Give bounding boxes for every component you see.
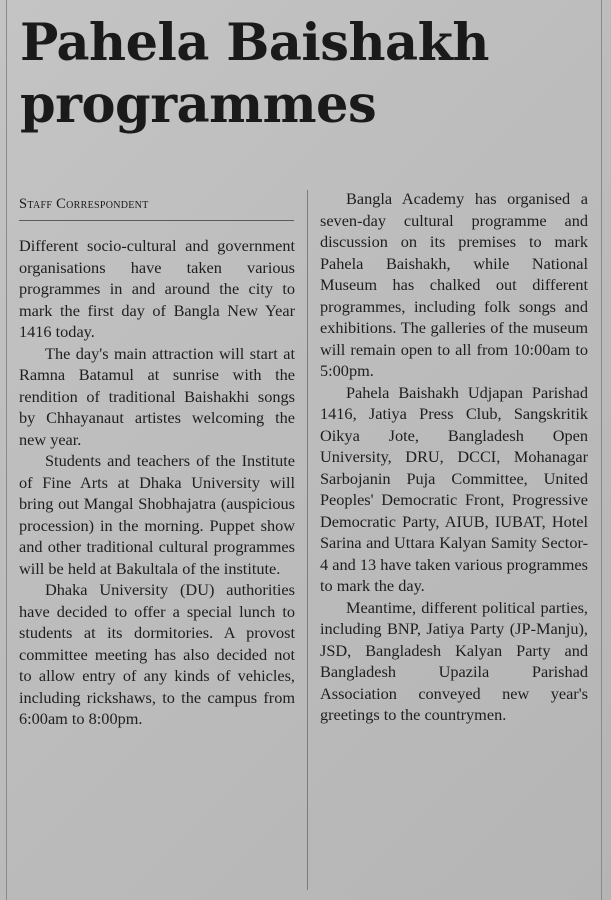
headline: Pahela Baishakh programmes (20, 13, 490, 135)
article-column-right (320, 188, 588, 726)
article-column-left (19, 235, 295, 730)
paragraph: Different socio-cultural and government organisations have taken various programmes in and around the city to mark the first day of Bangla New Year 1416 today. (19, 236, 295, 341)
paragraph: Students and teachers of the Institute of Fine Arts at Dhaka University will bring out Mangal Shobhajatra (auspicious procession) in the morning. Puppet show and other traditional cultural programmes will be held at Bakultala of the institute. (19, 451, 295, 578)
byline: Staff Correspondent (19, 194, 294, 221)
left-border-rule (6, 0, 7, 900)
paragraph: Dhaka University (DU) authorities have decided to offer a special lunch to students at its dormitories. A provost committee meeting has also decided not to allow entry of any kinds of vehicles, including rickshaws, to the campus from 6:00am to 8:00pm. (19, 580, 295, 728)
paragraph: Meantime, different political parties, including BNP, Jatiya Party (JP-Manju), JSD, Bangladesh Kalyan Party and Bangladesh Upazila Parishad Association conveyed new year's greetings to the countrymen. (320, 597, 588, 724)
paragraph: Bangla Academy has organised a seven-day cultural programme and discussion on its premises to mark Pahela Baishakh, while National Museum has chalked out different programmes, including folk songs and exhibitions. The galleries of the museum will remain open to all from 10:00am to 5:00pm. (320, 189, 588, 380)
paragraph: Pahela Baishakh Udjapan Parishad 1416, Jatiya Press Club, Sangskritik Oikya Jote, Bangladesh Open University, DRU, DCCI, Mohanagar Sarbojanin Puja Committee, United Peoples' Democratic Front, Progressive Democratic Party, AIUB, IUBAT, Hotel Sarina and Uttara Kalyan Samity Sector-4 and 13 have taken various programmes to mark the day. (320, 382, 588, 595)
right-border-rule (601, 0, 602, 900)
column-divider (307, 190, 308, 890)
paragraph: The day's main attraction will start at Ramna Batamul at sunrise with the rendition of traditional Baishakhi songs by Chhayanaut artistes welcoming the new year. (19, 343, 295, 449)
